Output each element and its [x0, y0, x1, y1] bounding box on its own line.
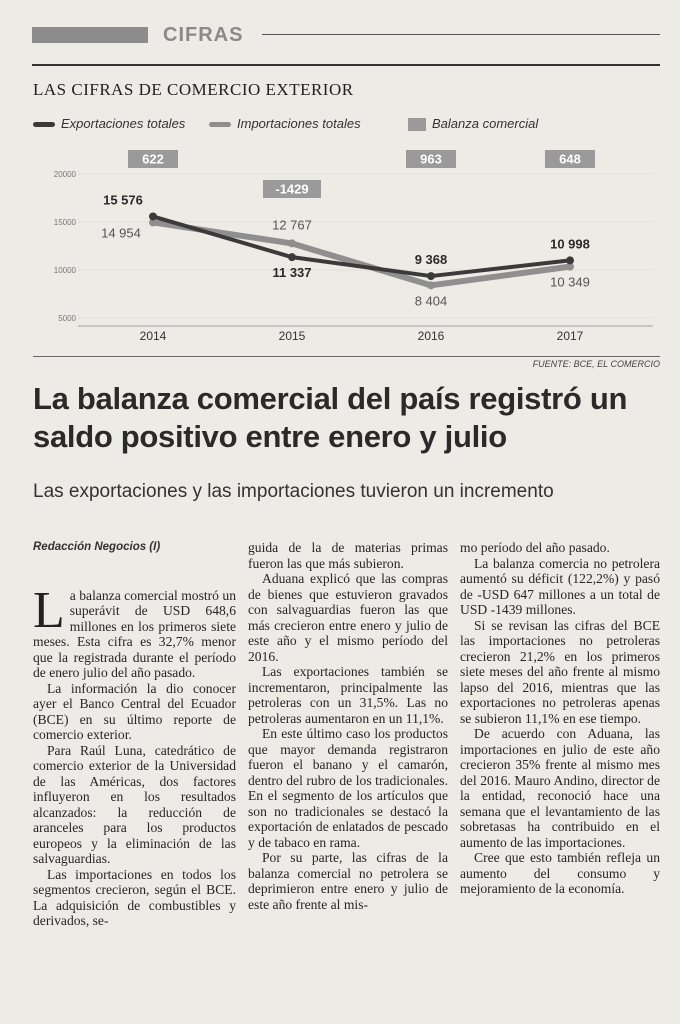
- x-tick-label: 2015: [278, 329, 306, 343]
- exports-line: [153, 216, 570, 276]
- paragraph: La balanza comercia no petrolera aumentó su déficit (122,2%) y pasó de -USD 647 millones a un total de USD -1439 millones.: [460, 555, 660, 617]
- article-column-1: [33, 540, 236, 929]
- paragraph: Si se revisan las cifras del BCE las importaciones no petroleras crecieron 21,2% en los primeros siete meses del año frente al mismo lapso del 2016, mientras que las exportaciones no petroleras apenas se subieron 11,1% en ese tiempo.: [460, 617, 660, 726]
- imports-data-label: 14 954: [101, 225, 141, 241]
- exports-data-label: 15 576: [103, 192, 143, 208]
- chart-source: FUENTE: BCE, EL COMERCIO: [33, 356, 660, 369]
- y-tick-label: 10000: [53, 266, 76, 275]
- legend-exports-label: Exportaciones totales: [61, 116, 186, 131]
- imports-data-label: 8 404: [414, 293, 448, 309]
- paragraph: mo período del año pasado.: [460, 540, 610, 555]
- exports-line-point: [288, 253, 296, 261]
- paragraph: La información la dio conocer ayer el Banco Central del Ecuador (BCE) en su último reporte de comercio exterior.: [33, 680, 236, 742]
- exports-data-label: 10 998: [550, 236, 590, 252]
- paragraph: guida de la de materias primas fueron las que más subieron.: [248, 540, 448, 571]
- exports-line-point: [566, 256, 574, 264]
- trade-chart: [33, 150, 660, 350]
- paragraph: Por su parte, las cifras de la balanza comercial no petrolera se deprimieron entre enero y julio de este año frente al mis-: [248, 850, 448, 912]
- exports-line-point: [149, 212, 157, 220]
- legend-exports-swatch: [33, 122, 55, 127]
- paragraph: Para Raúl Luna, catedrático de comercio exterior de la Universidad de las Américas, dos factores influyeron en los resultados alcanzados: la reducción de aranceles para los productos europeos y la eliminación de las salvaguardias.: [33, 742, 236, 866]
- paragraph: Las exportaciones también se incrementaron, principalmente las petroleras con un 31,5%. Las no petroleras aumentaron en un 11,1%.: [248, 664, 448, 726]
- paragraph: De acuerdo con Aduana, las importaciones en julio de este año crecieron 35% frente al mismo mes del 2016. Mauro Andino, director de la entidad, reconoció hace una semana que el levantamiento de las sobretasas ha contribuido en el aumento de las importaciones.: [460, 726, 660, 850]
- legend-balance-swatch: [408, 118, 426, 131]
- article-column-3: [460, 540, 660, 897]
- y-tick-label: 5000: [58, 314, 76, 323]
- section-label: CIFRAS: [163, 24, 244, 46]
- paragraph: En este último caso los productos que mayor demanda registraron fueron el banano y el camarón, dentro del rubro de los tradicionales. En el segmento de los artículos que son no tradicionales se destacó la exportación de enlatados de pescado y de tabaco en rama.: [248, 726, 448, 850]
- top-rule: [32, 64, 660, 66]
- x-tick-label: 2017: [556, 329, 584, 343]
- paragraph: Aduana explicó que las compras de bienes que estuvieron gravados con salvaguardias fueron las que más crecieron entre enero y julio de este año y el mismo período del 2016.: [248, 571, 448, 664]
- article-headline: La balanza comercial del país registró un saldo positivo entre enero y julio: [33, 381, 628, 454]
- legend-exports: [33, 114, 185, 134]
- imports-line-point: [288, 239, 296, 247]
- balance-label: -1429: [275, 181, 309, 197]
- imports-line-point: [427, 281, 435, 289]
- paragraph: Cree que esto también refleja un aumento del consumo y mejoramiento de la economía.: [460, 850, 660, 896]
- section-bar: [32, 27, 148, 43]
- imports-line: [153, 222, 570, 285]
- imports-data-label: 10 349: [550, 274, 590, 290]
- balance-label: 963: [420, 151, 442, 167]
- x-tick-label: 2016: [417, 329, 445, 343]
- exports-line-point: [427, 272, 435, 280]
- y-tick-label: 15000: [53, 218, 76, 227]
- legend-balance-label: Balanza comercial: [432, 116, 539, 131]
- balance-label: 648: [559, 151, 581, 167]
- y-tick-label: 20000: [53, 170, 76, 179]
- legend-imports: [209, 114, 361, 134]
- paragraph: Las importaciones en todos los segmentos crecieron, según el BCE. La adquisición de combustibles y derivados, se-: [33, 866, 236, 928]
- section-header: [32, 22, 660, 48]
- section-rule: [262, 34, 660, 35]
- x-tick-label: 2014: [139, 329, 167, 343]
- chart-title: LAS CIFRAS DE COMERCIO EXTERIOR: [33, 80, 354, 99]
- balance-label: 622: [142, 151, 164, 167]
- imports-data-label: 12 767: [272, 217, 312, 233]
- exports-data-label: 9 368: [414, 252, 448, 268]
- paragraph: La balanza comercial mostró un superávit de USD 648,6 millones en los primeros siete meses. Esta cifra es 32,7% menor que la registrada durante el período de enero julio del año pasado.: [33, 581, 236, 680]
- drop-cap: L: [33, 581, 65, 639]
- article-column-2: [248, 540, 448, 912]
- exports-data-label: 11 337: [272, 265, 312, 281]
- legend-balance: [408, 114, 538, 134]
- article-subhead: Las exportaciones y las importaciones tuvieron un incremento: [33, 481, 554, 502]
- byline: Redacción Negocios (I): [33, 541, 161, 553]
- legend-imports-swatch: [209, 122, 231, 127]
- legend-imports-label: Importaciones totales: [237, 116, 361, 131]
